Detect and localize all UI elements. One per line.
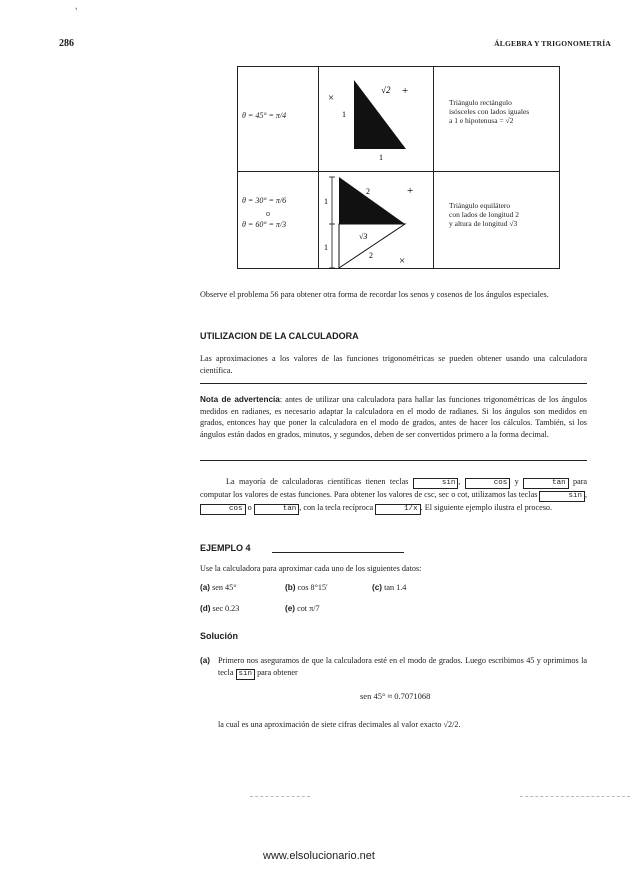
cos-key: cos	[465, 478, 511, 489]
section-title: UTILIZACION DE LA CALCULADORA	[200, 331, 359, 341]
desc-equilateral: Triángulo equilátero con lados de longitud 2 y altura de longitud √3	[449, 201, 519, 228]
item-e: (e) cot π/7	[285, 604, 320, 613]
solution-a: (a) Primero nos aseguramos de que la calculadora esté en el modo de grados. Luego escribimos 45 y oprimimos la tecla sin para obtener	[200, 656, 587, 678]
isosceles-triangle-figure	[319, 67, 433, 171]
side-label-bottom: 2	[369, 251, 373, 260]
angle-45: θ = 45° = π/4	[242, 111, 287, 120]
intro-paragraph: Las aproximaciones a los valores de las funciones trigonométricas se pueden obtener usando una calculadora científica.	[200, 354, 587, 375]
page-number: 286	[59, 38, 74, 49]
reciprocal-key: 1/x	[375, 504, 421, 515]
equilateral-triangle-figure	[319, 172, 433, 270]
item-b: (b) cos 8°15′	[285, 583, 328, 592]
result-formula: sen 45° ≈ 0.7071068	[360, 691, 431, 701]
desc-isosceles: Triángulo rectángulo isósceles con lados iguales a 1 e hipotenusa = √2	[449, 98, 530, 125]
sin-key-2: sin	[539, 491, 585, 502]
calculator-paragraph: La mayoría de calculadoras científicas tienen teclas sin , cos y tan para computar los valores de estas funciones. Para obtener los valores de csc, sec o cot, utilizamos las teclas sin , cos o tan , con la tecla recíproca 1/x . El siguiente ejemplo ilustra el proceso.	[200, 477, 588, 513]
plus-mark-2: +	[407, 185, 414, 197]
lower-half-triangle	[339, 224, 405, 268]
item-a: (a) sen 45°	[200, 583, 237, 592]
sin-key: sin	[413, 478, 459, 489]
cross-mark-2: ×	[399, 255, 406, 267]
tan-key-2: tan	[254, 504, 300, 515]
upper-half-triangle	[339, 177, 405, 224]
stray-mark: `	[68, 6, 79, 18]
height-label: √3	[359, 232, 368, 241]
side-label-top: 2	[366, 187, 370, 196]
sin-key-3: sin	[236, 669, 256, 680]
closing-line: la cual es una aproximación de siete cifras decimales al valor exacto √2/2.	[218, 720, 461, 729]
angle-60: θ = 60° = π/3	[242, 220, 287, 229]
warning-label: Nota de advertencia	[200, 395, 280, 404]
footer-url: www.elsolucionario.net	[263, 850, 375, 862]
cross-mark-1: ×	[328, 92, 335, 104]
warning-text: : antes de utilizar una calculadora para hallar las funciones trigonométricas de los ángulos medidos en radianes, es necesario adaptar la calculadora en el modo de radianes. Si los ángulos son medidos en grados, entonces hay que poner la calculadora en el modo de grados, antes de hacer los cálculos. También, si los ángulos están dados en grados, minutos, y segundos, deben de ser convertidos primero a la forma decimal.	[200, 395, 587, 439]
half-side-bottom: 1	[324, 243, 328, 252]
isosceles-triangle	[354, 80, 409, 149]
leg-label-left: 1	[342, 110, 346, 119]
warning-note	[200, 394, 587, 440]
solution-title: Solución	[200, 631, 238, 641]
plus-mark-1: +	[402, 85, 409, 97]
observe-paragraph: Observe el problema 56 para obtener otra forma de recordar los senos y cosenos de los ángulos especiales.	[200, 290, 549, 299]
item-c: (c) tan 1.4	[372, 583, 407, 592]
example-title: EJEMPLO 4	[200, 543, 251, 553]
special-angles-table	[237, 66, 560, 269]
running-head: ÁLGEBRA Y TRIGONOMETRÍA	[494, 39, 611, 48]
item-d: (d) sec 0.23	[200, 604, 240, 613]
half-side-top: 1	[324, 197, 328, 206]
cos-key-2: cos	[200, 504, 246, 515]
hyp-label: √2	[381, 85, 391, 95]
example-intro: Use la calculadora para aproximar cada uno de los siguientes datos:	[200, 564, 422, 573]
angle-or: o	[266, 209, 270, 218]
tan-key: tan	[523, 478, 569, 489]
angle-30: θ = 30° = π/6	[242, 196, 287, 205]
leg-label-bottom: 1	[379, 153, 383, 162]
